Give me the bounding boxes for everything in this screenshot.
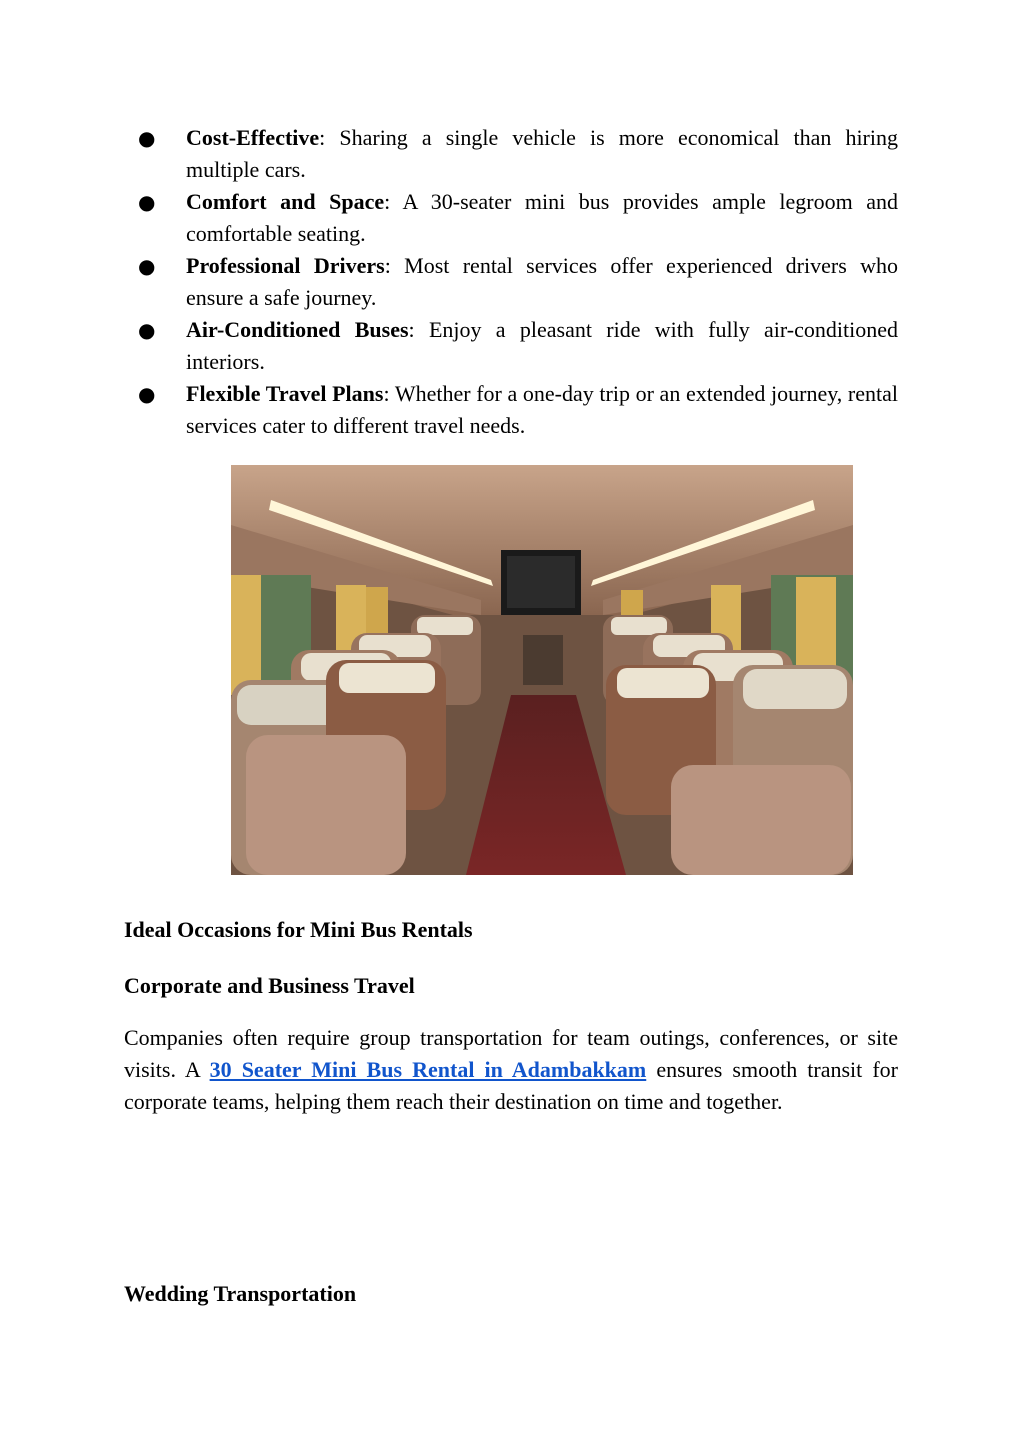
bullet-text: : Whether for a one-day trip or an extended journey, rental services cater to different travel needs.	[186, 381, 898, 438]
para-text-after: ensures smooth transit for corporate teams, helping them reach their destination on time and together.	[124, 1057, 899, 1114]
heading-ideal-occasions: Ideal Occasions for Mini Bus Rentals	[124, 917, 473, 942]
para-text-before: Companies often require group transportation for team outings, conferences, or site visits. A	[124, 1025, 898, 1082]
bullet-item	[124, 250, 898, 314]
bullet-text: : Most rental services offer experienced drivers who ensure a safe journey.	[186, 253, 898, 310]
bullet-text: : Sharing a single vehicle is more economical than hiring multiple cars.	[186, 125, 898, 182]
bullet-dot-icon: ●	[138, 382, 156, 406]
bullet-text: : A 30-seater mini bus provides ample legroom and comfortable seating.	[186, 189, 898, 246]
heading-wedding-transportation: Wedding Transportation	[124, 1281, 357, 1306]
bullet-item	[124, 122, 898, 186]
bus-interior-illustration	[231, 465, 853, 875]
bullet-item	[124, 186, 898, 250]
bullet-term: Comfort and Space	[186, 189, 385, 214]
heading-corporate-travel: Corporate and Business Travel	[124, 973, 415, 998]
benefits-list	[124, 122, 898, 442]
corporate-paragraph	[124, 1022, 898, 1118]
bullet-dot-icon: ●	[138, 126, 156, 150]
bullet-item	[124, 314, 898, 378]
bullet-dot-icon: ●	[138, 318, 156, 342]
bus-interior-photo	[231, 465, 853, 875]
bullet-term: Cost-Effective	[186, 125, 320, 150]
bullet-term: Air-Conditioned Buses	[186, 317, 409, 342]
bullet-dot-icon: ●	[138, 254, 156, 278]
bullet-dot-icon: ●	[138, 190, 156, 214]
bullet-term: Professional Drivers	[186, 253, 385, 278]
bullet-item	[124, 378, 898, 442]
bullet-text: : Enjoy a pleasant ride with fully air-conditioned interiors.	[186, 317, 898, 374]
bullet-term: Flexible Travel Plans	[186, 381, 384, 406]
mini-bus-rental-link[interactable]: 30 Seater Mini Bus Rental in Adambakkam	[209, 1057, 647, 1082]
